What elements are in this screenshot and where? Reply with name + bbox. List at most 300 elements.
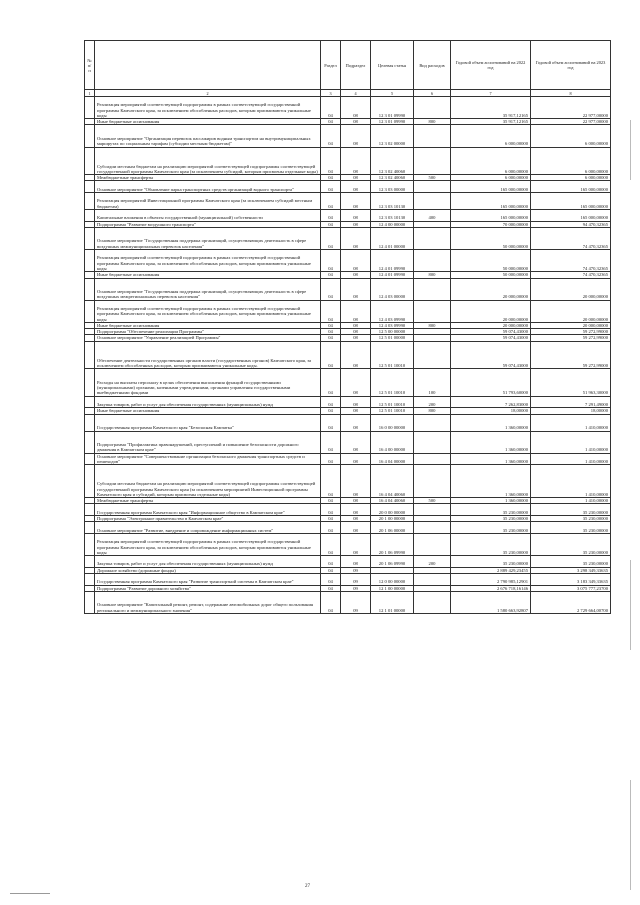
- row-volume-2022-cell: 165 000,00000: [451, 209, 531, 221]
- row-volume-2022-cell: 35 230,00000: [451, 504, 531, 516]
- row-volume-2022-cell: 50 000,00000: [451, 250, 531, 272]
- row-section-cell: 04: [321, 369, 341, 397]
- row-volume-2022-cell: 51 793,60000: [451, 369, 531, 397]
- table-row: [85, 556, 611, 568]
- row-section-cell: 04: [321, 329, 341, 335]
- row-volume-2022-cell: 1 360,00000: [451, 453, 531, 465]
- row-target-article-cell: 12 3 02 40060: [371, 175, 414, 181]
- row-subsection-cell: 08: [341, 369, 371, 397]
- row-target-article-cell: 12 4 00 00000: [371, 221, 414, 227]
- row-section-cell: 04: [321, 119, 341, 125]
- row-number-cell: [85, 250, 95, 272]
- row-subsection-cell: 08: [341, 209, 371, 221]
- row-target-article-cell: 16 4 04 00000: [371, 453, 414, 465]
- row-volume-2022-cell: 165 000,00000: [451, 181, 531, 193]
- row-volume-2023-cell: 3 075 777,23700: [531, 585, 611, 591]
- row-expense-type-cell: [414, 504, 451, 516]
- row-volume-2023-cell: 20 000,00000: [531, 300, 611, 322]
- row-volume-2022-cell: 35 230,00000: [451, 556, 531, 568]
- row-subsection-cell: 08: [341, 227, 371, 249]
- margin-mark: [630, 780, 631, 890]
- table-row: [85, 209, 611, 221]
- row-description-cell: Основное мероприятие "Капитальный ремонт, ремонт, содержание автомобильных дорог общего пользования регионального и межмуниципального значения": [95, 591, 321, 613]
- row-number-cell: [85, 278, 95, 300]
- row-description-cell: Дорожное хозяйство (дорожные фонды): [95, 567, 321, 573]
- row-section-cell: 04: [321, 585, 341, 591]
- row-section-cell: 04: [321, 227, 341, 249]
- row-target-article-cell: 12 4 03 09990: [371, 300, 414, 322]
- row-description-cell: Реализация мероприятий Инвестиционной программы Камчатского края (за исключением субсидий местным бюджетам): [95, 193, 321, 210]
- row-description-cell: Иные бюджетные ассигнования: [95, 408, 321, 414]
- row-expense-type-cell: 200: [414, 396, 451, 408]
- row-volume-2023-cell: 165 000,00000: [531, 181, 611, 193]
- row-subsection-cell: 08: [341, 181, 371, 193]
- column-number: 2: [95, 90, 321, 97]
- row-section-cell: 04: [321, 414, 341, 431]
- row-volume-2022-cell: 50 000,00000: [451, 227, 531, 249]
- row-volume-2023-cell: 1 410,00000: [531, 498, 611, 504]
- header-number: № п/п: [85, 41, 95, 90]
- row-description-cell: Закупка товаров, работ и услуг для обеспечения государственных (муниципальных) нужд: [95, 396, 321, 408]
- row-volume-2023-cell: 1 410,00000: [531, 431, 611, 453]
- row-number-cell: [85, 227, 95, 249]
- row-volume-2022-cell: 6 000,00000: [451, 125, 531, 147]
- row-number-cell: [85, 591, 95, 613]
- row-target-article-cell: 12 4 01 09990: [371, 272, 414, 278]
- row-target-article-cell: 20 1 00 00000: [371, 516, 414, 522]
- row-target-article-cell: 16 0 00 00000: [371, 414, 414, 431]
- table-row: [85, 227, 611, 249]
- row-target-article-cell: 12 5 01 10010: [371, 341, 414, 369]
- row-subsection-cell: 08: [341, 453, 371, 465]
- row-section-cell: 04: [321, 465, 341, 498]
- row-section-cell: 04: [321, 193, 341, 210]
- row-expense-type-cell: 800: [414, 408, 451, 414]
- row-section-cell: 04: [321, 322, 341, 328]
- row-subsection-cell: 08: [341, 341, 371, 369]
- row-subsection-cell: 09: [341, 567, 371, 573]
- row-volume-2023-cell: 18,00000: [531, 408, 611, 414]
- row-number-cell: [85, 504, 95, 516]
- row-description-cell: Капитальные вложения в объекты государственной (муниципальной) собственности: [95, 209, 321, 221]
- row-volume-2022-cell: 1 360,00000: [451, 414, 531, 431]
- row-volume-2023-cell: 59 272,99000: [531, 341, 611, 369]
- row-subsection-cell: 08: [341, 431, 371, 453]
- row-volume-2023-cell: 2 729 664,00700: [531, 591, 611, 613]
- row-volume-2023-cell: 74 470,32365: [531, 227, 611, 249]
- table-row: [85, 125, 611, 147]
- row-volume-2023-cell: 3 298 349,33635: [531, 567, 611, 573]
- row-description-cell: Государственная программа Камчатского края "Развитие транспортной системы в Камчатском крае": [95, 574, 321, 586]
- row-section-cell: 04: [321, 533, 341, 555]
- row-section-cell: 04: [321, 278, 341, 300]
- header-volume-2023: Годовой объем ассигнований на 2023 год: [531, 41, 611, 90]
- row-description-cell: Межбюджетные трансферты: [95, 498, 321, 504]
- row-expense-type-cell: [414, 227, 451, 249]
- row-volume-2022-cell: 7 262,83000: [451, 396, 531, 408]
- row-expense-type-cell: 400: [414, 209, 451, 221]
- row-target-article-cell: 12 3 01 09990: [371, 119, 414, 125]
- row-target-article-cell: 12 3 03 00000: [371, 181, 414, 193]
- row-section-cell: 04: [321, 574, 341, 586]
- row-target-article-cell: 12 5 01 10010: [371, 369, 414, 397]
- row-description-cell: Межбюджетные трансферты: [95, 175, 321, 181]
- row-expense-type-cell: [414, 278, 451, 300]
- row-description-cell: Иные бюджетные ассигнования: [95, 272, 321, 278]
- row-subsection-cell: 08: [341, 408, 371, 414]
- row-subsection-cell: 08: [341, 193, 371, 210]
- row-section-cell: 04: [321, 567, 341, 573]
- table-row: [85, 414, 611, 431]
- row-number-cell: [85, 556, 95, 568]
- row-target-article-cell: 20 1 06 00000: [371, 522, 414, 534]
- row-expense-type-cell: [414, 300, 451, 322]
- row-number-cell: [85, 181, 95, 193]
- row-volume-2023-cell: 35 230,00000: [531, 522, 611, 534]
- row-subsection-cell: 08: [341, 396, 371, 408]
- row-description-cell: Иные бюджетные ассигнования: [95, 322, 321, 328]
- row-volume-2023-cell: 22 977,00000: [531, 119, 611, 125]
- row-subsection-cell: 08: [341, 147, 371, 175]
- column-number: 7: [451, 90, 531, 97]
- row-number-cell: [85, 533, 95, 555]
- table-row: [85, 193, 611, 210]
- table-row: [85, 341, 611, 369]
- row-target-article-cell: 12 1 00 00000: [371, 585, 414, 591]
- row-volume-2023-cell: 6 000,00000: [531, 125, 611, 147]
- row-volume-2023-cell: 59 272,99000: [531, 329, 611, 335]
- header-description: [95, 41, 321, 90]
- row-expense-type-cell: [414, 97, 451, 119]
- row-volume-2022-cell: 18,00000: [451, 408, 531, 414]
- row-volume-2022-cell: 50 000,00000: [451, 272, 531, 278]
- row-description-cell: Расходы на выплаты персоналу в целях обеспечения выполнения функций государственными (муниципальными) органами, казенными учреждениями, органами управления государственными внебюджетными фондами: [95, 369, 321, 397]
- row-subsection-cell: 08: [341, 300, 371, 322]
- row-section-cell: 04: [321, 341, 341, 369]
- row-expense-type-cell: 800: [414, 272, 451, 278]
- table-row: [85, 574, 611, 586]
- row-volume-2022-cell: 59 074,43000: [451, 341, 531, 369]
- row-description-cell: Государственная программа Камчатского края "Безопасная Камчатка": [95, 414, 321, 431]
- row-expense-type-cell: [414, 574, 451, 586]
- row-volume-2022-cell: 6 000,00000: [451, 147, 531, 175]
- row-section-cell: 04: [321, 181, 341, 193]
- row-description-cell: Основное мероприятие "Государственная поддержка организаций, осуществляющих деятельность в сфере воздушных межрегиональных перевозок населения": [95, 278, 321, 300]
- row-volume-2023-cell: 59 272,99000: [531, 335, 611, 341]
- row-subsection-cell: 08: [341, 250, 371, 272]
- footer-rule: [10, 893, 50, 894]
- row-section-cell: 04: [321, 498, 341, 504]
- row-subsection-cell: 08: [341, 516, 371, 522]
- row-target-article-cell: 12 5 01 10010: [371, 408, 414, 414]
- row-description-cell: Подпрограмма "Электронное правительство в Камчатском крае": [95, 516, 321, 522]
- row-section-cell: 04: [321, 250, 341, 272]
- row-subsection-cell: 08: [341, 465, 371, 498]
- row-subsection-cell: 08: [341, 125, 371, 147]
- row-subsection-cell: 09: [341, 591, 371, 613]
- column-number: 1: [85, 90, 95, 97]
- row-section-cell: 04: [321, 175, 341, 181]
- row-description-cell: Реализация мероприятий соответствующей подпрограммы в рамках соответствующей государственной программы Камчатского края, за исключением обособленных расходов, которым присваиваются уникальные коды: [95, 533, 321, 555]
- row-description-cell: Основное мероприятие "Обновление парка транспортных средств организаций водного транспорта": [95, 181, 321, 193]
- row-volume-2023-cell: 3 183 349,33635: [531, 574, 611, 586]
- table-row: [85, 533, 611, 555]
- row-expense-type-cell: [414, 533, 451, 555]
- row-number-cell: [85, 465, 95, 498]
- row-section-cell: 04: [321, 300, 341, 322]
- row-volume-2023-cell: 74 470,32365: [531, 250, 611, 272]
- table-row: [85, 181, 611, 193]
- row-target-article-cell: 20 0 00 00000: [371, 504, 414, 516]
- row-expense-type-cell: 500: [414, 498, 451, 504]
- row-volume-2023-cell: 1 410,00000: [531, 465, 611, 498]
- row-target-article-cell: 12 1 01 00000: [371, 591, 414, 613]
- row-section-cell: 04: [321, 125, 341, 147]
- column-number-row: [85, 90, 611, 97]
- header-row: [85, 41, 611, 90]
- row-subsection-cell: 08: [341, 272, 371, 278]
- row-volume-2022-cell: 1 360,00000: [451, 431, 531, 453]
- row-volume-2023-cell: 74 470,32365: [531, 272, 611, 278]
- row-target-article-cell: 12 0 00 00000: [371, 574, 414, 586]
- table-row: [85, 97, 611, 119]
- margin-mark: [630, 120, 631, 180]
- row-target-article-cell: 12 3 02 00000: [371, 125, 414, 147]
- row-target-article-cell: 12 5 01 10010: [371, 396, 414, 408]
- row-number-cell: [85, 414, 95, 431]
- table-row: [85, 591, 611, 613]
- row-target-article-cell: 12 3 02 40060: [371, 147, 414, 175]
- row-volume-2022-cell: 1 360,00000: [451, 465, 531, 498]
- row-volume-2022-cell: 2 889 429,23455: [451, 567, 531, 573]
- row-section-cell: 04: [321, 522, 341, 534]
- row-number-cell: [85, 431, 95, 453]
- row-section-cell: 04: [321, 396, 341, 408]
- row-volume-2022-cell: 35 917,12165: [451, 97, 531, 119]
- row-number-cell: [85, 147, 95, 175]
- row-expense-type-cell: [414, 341, 451, 369]
- row-description-cell: Субсидии местным бюджетам на реализацию мероприятий соответствующей подпрограммы соответствующей государственной программы Камчатского края (за исключением мероприятий Инвестиционной программы Камчатского края и субсидий, которым присвоены отдельные коды): [95, 465, 321, 498]
- row-volume-2023-cell: 35 230,00000: [531, 556, 611, 568]
- row-subsection-cell: 08: [341, 533, 371, 555]
- row-volume-2023-cell: 22 977,00000: [531, 97, 611, 119]
- row-volume-2023-cell: 6 000,00000: [531, 175, 611, 181]
- row-expense-type-cell: 100: [414, 369, 451, 397]
- row-target-article-cell: 12 3 01 09990: [371, 97, 414, 119]
- row-subsection-cell: 08: [341, 556, 371, 568]
- row-volume-2023-cell: 20 000,00000: [531, 322, 611, 328]
- row-volume-2023-cell: 51 963,30000: [531, 369, 611, 397]
- row-description-cell: Реализация мероприятий соответствующей подпрограммы в рамках соответствующей государственной программы Камчатского края, за исключением обособленных расходов, которым присваиваются уникальные коды: [95, 250, 321, 272]
- row-volume-2023-cell: 20 000,00000: [531, 278, 611, 300]
- row-expense-type-cell: [414, 125, 451, 147]
- row-subsection-cell: 08: [341, 504, 371, 516]
- row-volume-2023-cell: 7 291,49000: [531, 396, 611, 408]
- row-target-article-cell: 12 3 03 10130: [371, 209, 414, 221]
- row-number-cell: [85, 209, 95, 221]
- row-expense-type-cell: 200: [414, 556, 451, 568]
- row-volume-2022-cell: 165 000,00000: [451, 193, 531, 210]
- row-target-article-cell: 12 4 01 09990: [371, 250, 414, 272]
- row-volume-2022-cell: 35 917,12165: [451, 119, 531, 125]
- row-section-cell: 04: [321, 516, 341, 522]
- row-volume-2022-cell: 20 000,00000: [451, 300, 531, 322]
- row-volume-2023-cell: 165 000,00000: [531, 193, 611, 210]
- row-volume-2022-cell: 1 580 663,92807: [451, 591, 531, 613]
- row-description-cell: Основное мероприятие "Управление реализацией Программы": [95, 335, 321, 341]
- budget-table: [84, 40, 611, 614]
- row-expense-type-cell: [414, 193, 451, 210]
- row-description-cell: Основное мероприятие "Развитие, внедрение и сопровождение информационных систем": [95, 522, 321, 534]
- row-description-cell: Основное мероприятие "Совершенствование организации безопасного движения транспортных средств и пешеходов": [95, 453, 321, 465]
- row-description-cell: Субсидии местным бюджетам на реализацию мероприятий соответствующей подпрограммы соответствующей государственной программы Камчатского края (за исключением субсидий, которым присвоены отдельные коды): [95, 147, 321, 175]
- row-expense-type-cell: 800: [414, 322, 451, 328]
- row-target-article-cell: 20 1 06 09990: [371, 556, 414, 568]
- row-section-cell: 04: [321, 408, 341, 414]
- row-volume-2023-cell: 35 230,00000: [531, 533, 611, 555]
- table-row: [85, 522, 611, 534]
- row-description-cell: Основное мероприятие "Государственная поддержка организаций, осуществляющих деятельность в сфере воздушных межмуниципальных перевозок населения": [95, 227, 321, 249]
- row-volume-2022-cell: 1 360,00000: [451, 498, 531, 504]
- header-target-article: Целевая статья: [371, 41, 414, 90]
- row-description-cell: Подпрограмма "Развитие дорожного хозяйства": [95, 585, 321, 591]
- row-volume-2023-cell: 94 470,32365: [531, 221, 611, 227]
- row-subsection-cell: 09: [341, 574, 371, 586]
- row-number-cell: [85, 97, 95, 119]
- row-expense-type-cell: [414, 181, 451, 193]
- row-target-article-cell: 12 5 00 00000: [371, 329, 414, 335]
- row-volume-2023-cell: 1 410,00000: [531, 453, 611, 465]
- row-section-cell: 04: [321, 147, 341, 175]
- row-section-cell: 04: [321, 453, 341, 465]
- row-target-article-cell: 12 5 01 00000: [371, 335, 414, 341]
- row-description-cell: Государственная программа Камчатского края "Информационное общество в Камчатском крае": [95, 504, 321, 516]
- row-number-cell: [85, 193, 95, 210]
- row-description-cell: Обеспечение деятельности государственных органов власти (государственных органов) Камчатского края, за исключением обособленных расходов, которым присваиваются уникальные коды.: [95, 341, 321, 369]
- row-volume-2022-cell: 59 074,43000: [451, 335, 531, 341]
- row-expense-type-cell: [414, 522, 451, 534]
- row-subsection-cell: 08: [341, 335, 371, 341]
- row-section-cell: 04: [321, 221, 341, 227]
- row-description-cell: Закупка товаров, работ и услуг для обеспечения государственных (муниципальных) нужд: [95, 556, 321, 568]
- table-row: [85, 396, 611, 408]
- row-subsection-cell: 08: [341, 119, 371, 125]
- header-section: Раздел: [321, 41, 341, 90]
- row-target-article-cell: 20 1 06 09990: [371, 533, 414, 555]
- row-subsection-cell: 08: [341, 414, 371, 431]
- row-subsection-cell: 08: [341, 329, 371, 335]
- row-description-cell: Подпрограмма "Развитие воздушного транспорта": [95, 221, 321, 227]
- row-description-cell: Реализация мероприятий соответствующей подпрограммы в рамках соответствующей государственной программы Камчатского края, за исключением обособленных расходов, которым присваиваются уникальные коды: [95, 300, 321, 322]
- row-target-article-cell: 12 4 03 00000: [371, 278, 414, 300]
- row-volume-2022-cell: 6 000,00000: [451, 175, 531, 181]
- row-description-cell: Подпрограмма "Профилактика правонарушений, преступлений и повышение безопасности дорожного движения в Камчатском крае": [95, 431, 321, 453]
- column-number: 3: [321, 90, 341, 97]
- page-number: 27: [305, 884, 310, 889]
- row-section-cell: 04: [321, 335, 341, 341]
- row-number-cell: [85, 300, 95, 322]
- table-row: [85, 300, 611, 322]
- table-row: [85, 465, 611, 498]
- row-description-cell: Иные бюджетные ассигнования: [95, 119, 321, 125]
- row-volume-2022-cell: 70 000,00000: [451, 221, 531, 227]
- row-section-cell: 04: [321, 209, 341, 221]
- row-volume-2023-cell: 165 000,00000: [531, 209, 611, 221]
- row-volume-2023-cell: 35 230,00000: [531, 504, 611, 516]
- row-expense-type-cell: [414, 591, 451, 613]
- table-row: [85, 504, 611, 516]
- header-subsection: Подраздел: [341, 41, 371, 90]
- table-body: [85, 97, 611, 614]
- table-row: [85, 453, 611, 465]
- row-number-cell: [85, 396, 95, 408]
- row-volume-2022-cell: 59 074,43000: [451, 329, 531, 335]
- row-expense-type-cell: [414, 431, 451, 453]
- row-description-cell: Реализация мероприятий соответствующей подпрограммы в рамках соответствующей государственной программы Камчатского края, за исключением обособленных расходов, которым присваиваются уникальные коды: [95, 97, 321, 119]
- row-subsection-cell: 08: [341, 221, 371, 227]
- budget-table-sheet: [84, 40, 610, 614]
- row-volume-2022-cell: 2 790 985,12901: [451, 574, 531, 586]
- row-section-cell: 04: [321, 504, 341, 516]
- row-expense-type-cell: [414, 414, 451, 431]
- row-number-cell: [85, 341, 95, 369]
- row-number-cell: [85, 369, 95, 397]
- row-expense-type-cell: 500: [414, 175, 451, 181]
- row-volume-2022-cell: 20 000,00000: [451, 322, 531, 328]
- row-target-article-cell: 16 4 04 40060: [371, 498, 414, 504]
- table-row: [85, 431, 611, 453]
- column-number: 8: [531, 90, 611, 97]
- row-section-cell: 04: [321, 431, 341, 453]
- row-volume-2022-cell: 35 230,00000: [451, 516, 531, 522]
- row-subsection-cell: 08: [341, 97, 371, 119]
- row-expense-type-cell: 800: [414, 119, 451, 125]
- row-target-article-cell: 12 3 03 10130: [371, 193, 414, 210]
- margin-mark: [630, 560, 631, 650]
- row-number-cell: [85, 125, 95, 147]
- row-description-cell: Подпрограмма "Обеспечение реализации Программы": [95, 329, 321, 335]
- table-row: [85, 147, 611, 175]
- row-section-cell: 04: [321, 591, 341, 613]
- row-target-article-cell: 16 4 00 00000: [371, 431, 414, 453]
- row-volume-2022-cell: 20 000,00000: [451, 278, 531, 300]
- column-number: 4: [341, 90, 371, 97]
- row-volume-2023-cell: 1 410,00000: [531, 414, 611, 431]
- row-section-cell: 04: [321, 556, 341, 568]
- table-row: [85, 250, 611, 272]
- row-subsection-cell: 09: [341, 585, 371, 591]
- row-target-article-cell: 16 4 04 40060: [371, 465, 414, 498]
- row-volume-2022-cell: 2 676 718,16146: [451, 585, 531, 591]
- row-target-article-cell: 12 4 03 09990: [371, 322, 414, 328]
- header-volume-2022: Годовой объем ассигнований на 2022 год: [451, 41, 531, 90]
- row-section-cell: 04: [321, 97, 341, 119]
- row-expense-type-cell: [414, 147, 451, 175]
- row-volume-2023-cell: 6 000,00000: [531, 147, 611, 175]
- row-target-article-cell: 12 4 01 00000: [371, 227, 414, 249]
- row-subsection-cell: 08: [341, 522, 371, 534]
- row-section-cell: 04: [321, 272, 341, 278]
- row-volume-2023-cell: 35 230,00000: [531, 516, 611, 522]
- header-expense-type: Вид расходов: [414, 41, 451, 90]
- row-subsection-cell: 08: [341, 322, 371, 328]
- column-number: 6: [414, 90, 451, 97]
- row-number-cell: [85, 574, 95, 586]
- row-volume-2022-cell: 35 230,00000: [451, 522, 531, 534]
- table-row: [85, 278, 611, 300]
- row-expense-type-cell: [414, 453, 451, 465]
- table-row: [85, 369, 611, 397]
